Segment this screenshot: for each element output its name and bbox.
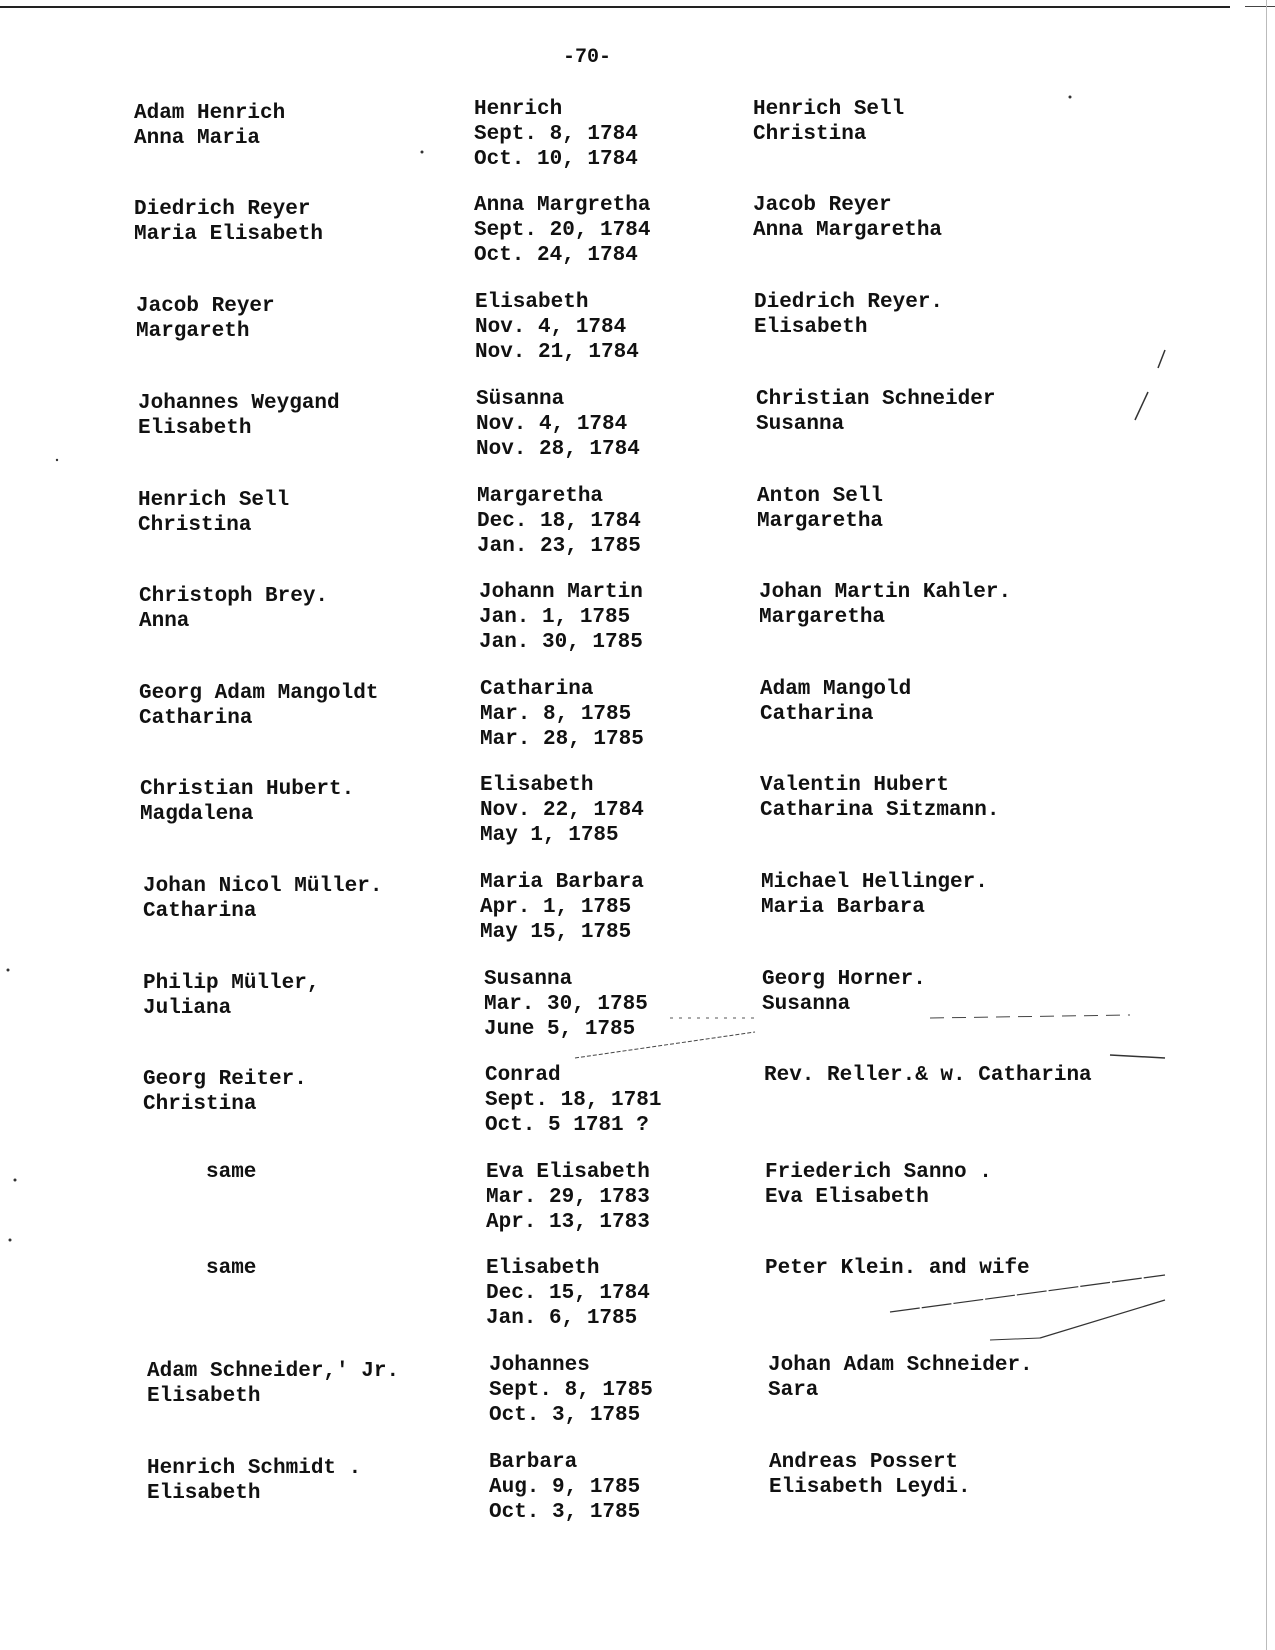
pen-mark (1110, 1055, 1165, 1058)
birth-date: Jan. 1, 1785 (479, 606, 631, 629)
child-name: Barbara (489, 1451, 578, 1474)
sponsor-name: Eva Elisabeth (765, 1186, 929, 1209)
mother-name: Christina (138, 514, 252, 537)
ink-dot (14, 1179, 17, 1182)
sponsor-name: Johan Martin Kahler. (759, 581, 1012, 604)
sponsor-name: Margaretha (757, 510, 884, 533)
baptism-date: Nov. 21, 1784 (475, 341, 639, 364)
pen-mark (890, 1275, 1165, 1312)
baptism-date: Oct. 24, 1784 (474, 244, 638, 267)
child-name: Catharina (480, 678, 594, 701)
sponsor-name: Maria Barbara (761, 896, 925, 919)
baptism-date: May 15, 1785 (480, 921, 632, 944)
baptism-date: June 5, 1785 (484, 1018, 636, 1041)
mother-name: Christina (143, 1093, 257, 1116)
pen-mark (990, 1338, 1040, 1340)
sponsor-name: Susanna (762, 993, 851, 1016)
child-name: Süsanna (476, 388, 565, 411)
mother-name: Catharina (143, 900, 257, 923)
sponsor-name: Susanna (756, 413, 845, 436)
father-name: Henrich Schmidt . (147, 1457, 362, 1480)
mother-name: Maria Elisabeth (134, 223, 324, 246)
mother-name: Anna (139, 610, 190, 633)
baptism-date: Jan. 30, 1785 (479, 631, 643, 654)
child-name: Elisabeth (480, 774, 594, 797)
father-name: Jacob Reyer (136, 295, 275, 318)
child-name: Susanna (484, 968, 573, 991)
sponsor-name: Michael Hellinger. (761, 871, 988, 894)
sponsor-name: Anton Sell (757, 485, 884, 508)
birth-date: Mar. 30, 1785 (484, 993, 648, 1016)
child-name: Eva Elisabeth (486, 1161, 650, 1184)
birth-date: Sept. 20, 1784 (474, 219, 651, 242)
mother-name: Margareth (136, 320, 250, 343)
baptism-date: Jan. 6, 1785 (486, 1307, 638, 1330)
child-name: Elisabeth (486, 1257, 600, 1280)
mother-name: Magdalena (140, 803, 254, 826)
father-name: Adam Henrich (134, 102, 286, 125)
ink-dot (9, 1239, 12, 1242)
sponsor-name: Andreas Possert (769, 1451, 959, 1474)
sponsor-name: Christian Schneider (756, 388, 996, 411)
birth-date: Sept. 18, 1781 (485, 1089, 662, 1112)
sponsor-name: Rev. Reller.& w. Catharina (764, 1064, 1092, 1087)
baptism-date: Mar. 28, 1785 (480, 728, 644, 751)
sponsor-name: Margaretha (759, 606, 886, 629)
child-name: Johann Martin (479, 581, 643, 604)
father-name: same (206, 1257, 257, 1280)
pen-mark (1040, 1300, 1165, 1338)
baptism-date: Jan. 23, 1785 (477, 535, 641, 558)
father-name: Diedrich Reyer (134, 198, 311, 221)
birth-date: Mar. 29, 1783 (486, 1186, 650, 1209)
birth-date: Nov. 22, 1784 (480, 799, 644, 822)
sponsor-name: Sara (768, 1379, 819, 1402)
ink-dot (56, 459, 58, 461)
mother-name: Catharina (139, 707, 253, 730)
father-name: same (206, 1161, 257, 1184)
pen-mark (1135, 392, 1148, 420)
sponsor-name: Anna Margaretha (753, 219, 943, 242)
father-name: Christian Hubert. (140, 778, 355, 801)
birth-date: Apr. 1, 1785 (480, 896, 632, 919)
ink-dot (421, 151, 424, 154)
child-name: Henrich (474, 98, 563, 121)
father-name: Christoph Brey. (139, 585, 329, 608)
sponsor-name: Peter Klein. and wife (765, 1257, 1030, 1280)
sponsor-name: Elisabeth (754, 316, 868, 339)
sponsor-name: Diedrich Reyer. (754, 291, 944, 314)
sponsor-name: Christina (753, 123, 867, 146)
father-name: Johannes Weygand (138, 392, 340, 415)
father-name: Henrich Sell (138, 489, 290, 512)
sponsor-name: Johan Adam Schneider. (768, 1354, 1033, 1377)
sponsor-name: Jacob Reyer (753, 194, 892, 217)
page-number: -70- (563, 46, 612, 69)
child-name: Maria Barbara (480, 871, 644, 894)
mother-name: Juliana (143, 997, 232, 1020)
baptism-date: Apr. 13, 1783 (486, 1211, 650, 1234)
sponsor-name: Georg Horner. (762, 968, 926, 991)
baptism-date: Oct. 5 1781 ? (485, 1114, 649, 1137)
birth-date: Nov. 4, 1784 (476, 413, 628, 436)
pen-mark (1158, 350, 1165, 368)
baptism-date: Oct. 10, 1784 (474, 148, 638, 171)
child-name: Johannes (489, 1354, 590, 1377)
baptism-date: Nov. 28, 1784 (476, 438, 640, 461)
father-name: Philip Müller, (143, 972, 320, 995)
child-name: Conrad (485, 1064, 561, 1087)
sponsor-name: Elisabeth Leydi. (769, 1476, 971, 1499)
mother-name: Elisabeth (147, 1482, 261, 1505)
child-name: Anna Margretha (474, 194, 651, 217)
child-name: Elisabeth (475, 291, 589, 314)
pen-mark (575, 1032, 755, 1058)
father-name: Georg Reiter. (143, 1068, 307, 1091)
baptism-date: May 1, 1785 (480, 824, 619, 847)
mother-name: Elisabeth (147, 1385, 261, 1408)
sponsor-name: Henrich Sell (753, 98, 905, 121)
child-name: Margaretha (477, 485, 604, 508)
sponsor-name: Catharina Sitzmann. (760, 799, 1000, 822)
father-name: Johan Nicol Müller. (143, 875, 383, 898)
sponsor-name: Valentin Hubert (760, 774, 950, 797)
birth-date: Dec. 18, 1784 (477, 510, 641, 533)
birth-date: Aug. 9, 1785 (489, 1476, 641, 1499)
father-name: Adam Schneider,' Jr. (147, 1360, 400, 1383)
sponsor-name: Friederich Sanno . (765, 1161, 992, 1184)
birth-date: Nov. 4, 1784 (475, 316, 627, 339)
birth-date: Sept. 8, 1785 (489, 1379, 653, 1402)
baptism-date: Oct. 3, 1785 (489, 1501, 641, 1524)
sponsor-name: Catharina (760, 703, 874, 726)
father-name: Georg Adam Mangoldt (139, 682, 379, 705)
ink-dot (1069, 96, 1072, 99)
baptism-date: Oct. 3, 1785 (489, 1404, 641, 1427)
mother-name: Anna Maria (134, 127, 261, 150)
birth-date: Sept. 8, 1784 (474, 123, 638, 146)
ink-dot (7, 969, 10, 972)
pen-mark (930, 1015, 1130, 1018)
birth-date: Dec. 15, 1784 (486, 1282, 650, 1305)
sponsor-name: Adam Mangold (760, 678, 912, 701)
birth-date: Mar. 8, 1785 (480, 703, 632, 726)
mother-name: Elisabeth (138, 417, 252, 440)
